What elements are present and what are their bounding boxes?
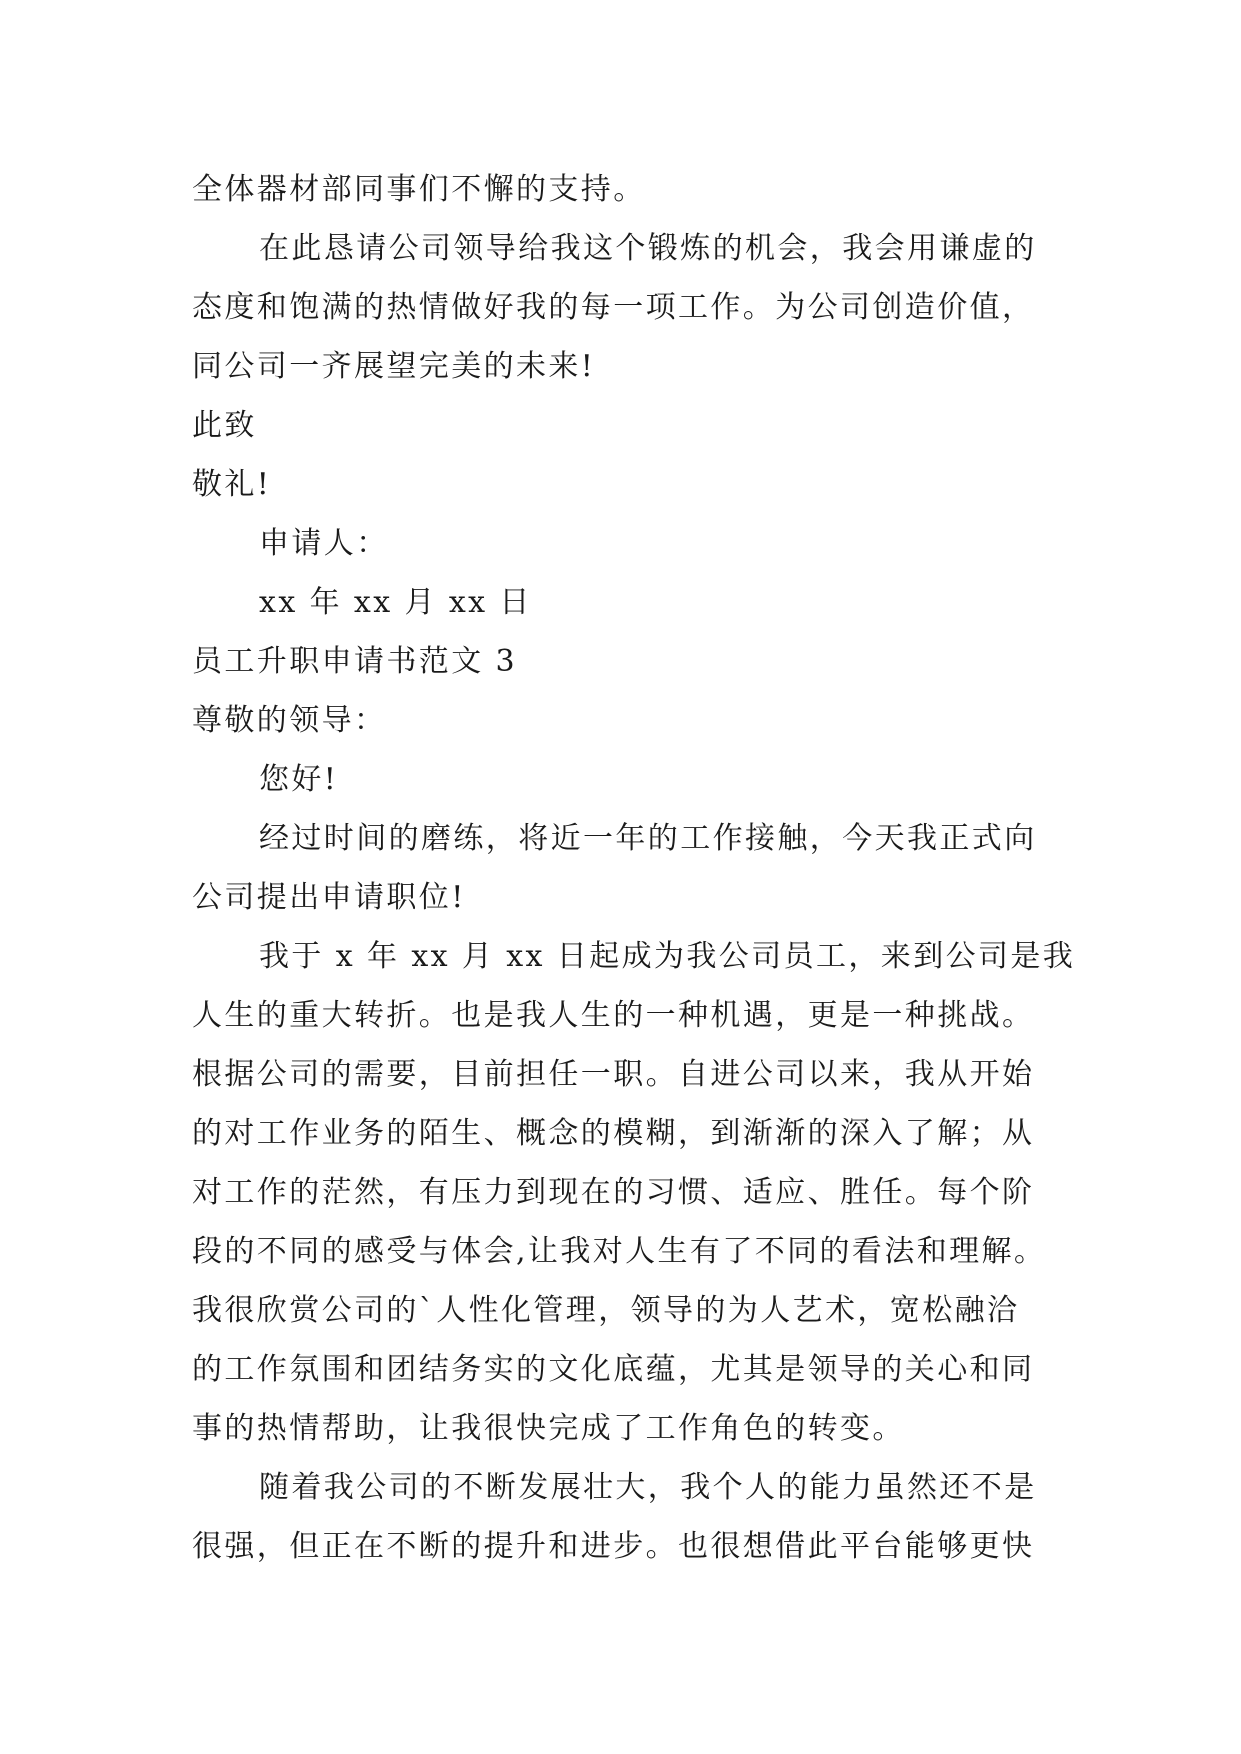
- paragraph-line: 态度和饱满的热情做好我的每一项工作。为公司创造价值，: [192, 290, 1035, 325]
- paragraph-line: 的对工作业务的陌生、概念的模糊，到渐渐的深入了解；从: [192, 1116, 1035, 1151]
- paragraph-line: 段的不同的感受与体会,让我对人生有了不同的看法和理解。: [192, 1234, 1047, 1269]
- paragraph-line: 在此恳请公司领导给我这个锻炼的机会，我会用谦虚的: [259, 231, 1037, 266]
- paragraph-2: [192, 927, 1076, 1458]
- paragraph-line: 对工作的茫然，有压力到现在的习惯、适应、胜任。每个阶: [192, 1175, 1035, 1210]
- request-paragraph: [192, 219, 1058, 396]
- paragraph-line: 我于 x 年 xx 月 xx 日起成为我公司员工，来到公司是我: [259, 939, 1076, 974]
- greeting: 您好!: [259, 762, 339, 797]
- paragraph-line: 根据公司的需要，目前担任一职。自进公司以来，我从开始: [192, 1057, 1035, 1092]
- paragraph-line: 人生的重大转折。也是我人生的一种机遇，更是一种挑战。: [192, 998, 1035, 1033]
- salutation: 尊敬的领导：: [192, 703, 387, 738]
- paragraph-1: [192, 809, 1058, 927]
- paragraph-line: 经过时间的磨练，将近一年的工作接触，今天我正式向: [259, 821, 1037, 856]
- paragraph-3: [192, 1458, 1058, 1576]
- applicant-label: 申请人：: [259, 526, 389, 561]
- paragraph-line: 我很欣赏公司的`人性化管理，领导的为人艺术，宽松融洽: [192, 1293, 1020, 1328]
- section-title: 员工升职申请书范文 3: [192, 644, 518, 679]
- closing-jing-li: 敬礼!: [192, 467, 272, 502]
- continuation-line: 全体器材部同事们不懈的支持。: [192, 172, 646, 207]
- document-body: [192, 160, 1076, 1576]
- closing-ci-zhi: 此致: [192, 408, 257, 443]
- date-line: xx 年 xx 月 xx 日: [259, 585, 532, 620]
- paragraph-line: 随着我公司的不断发展壮大，我个人的能力虽然还不是: [259, 1470, 1037, 1505]
- paragraph-line: 的工作氛围和团结务实的文化底蕴，尤其是领导的关心和同: [192, 1352, 1035, 1387]
- paragraph-line: 事的热情帮助，让我很快完成了工作角色的转变。: [192, 1411, 905, 1446]
- paragraph-line: 公司提出申请职位!: [192, 880, 466, 915]
- paragraph-line: 很强，但正在不断的提升和进步。也很想借此平台能够更快: [192, 1529, 1035, 1564]
- paragraph-line: 同公司一齐展望完美的未来!: [192, 349, 596, 384]
